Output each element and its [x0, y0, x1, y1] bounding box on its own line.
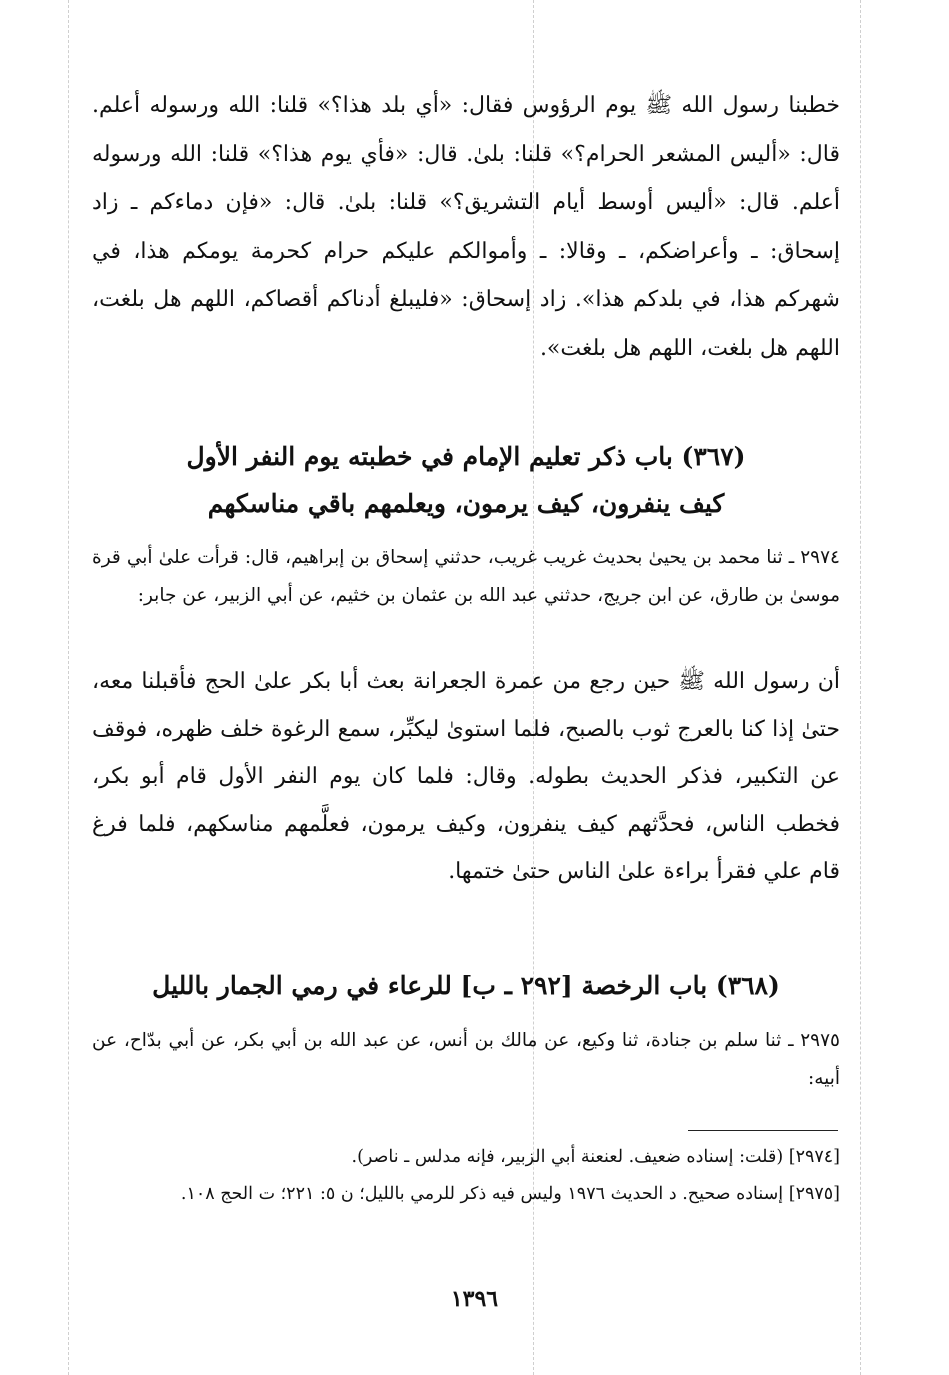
footnote-2974: [٢٩٧٤] (قلت: إسناده ضعيف. لعنعنة أبي الزبير، فإنه مدلس ـ ناصر).	[351, 1147, 840, 1167]
hadith-isnad-2975: ٢٩٧٥ ـ ثنا سلم بن جنادة، ثنا وكيع، عن مالك بن أنس، عن عبد الله بن أبي بكر، عن أبي بدّاح، عن أبيه:	[92, 1030, 840, 1089]
main-paragraph: خطبنا رسول الله ﷺ يوم الرؤوس فقال: «أي بلد هذا؟» قلنا: الله ورسوله أعلم. قال: «أليس المشعر الحرام؟» قلنا: بلىٰ. قال: «فأي يوم هذا؟» قلنا: الله ورسوله أعلم. قال: «أليس أوسط أيام التشريق؟» قلنا: بلىٰ. قال: «فإن دماءكم ـ زاد إسحاق: ـ وأعراضكم، ـ وقالا: ـ وأموالكم عليكم حرام كحرمة يومكم هذا، في شهركم هذا، في بلدكم هذا». زاد إسحاق: «فليبلغ أدناكم أقصاكم، اللهم هل بلغت، اللهم هل بلغت، اللهم هل بلغت».	[92, 93, 840, 361]
hadith-isnad-2974: ٢٩٧٤ ـ ثنا محمد بن يحيىٰ بحديث غريب غريب، حدثني إسحاق بن إبراهيم، قال: قرأت علىٰ أبي قرة موسىٰ بن طارق، عن ابن جريج، حدثني عبد الله بن عثمان بن خثيم، عن أبي الزبير، عن جابر:	[92, 547, 840, 606]
scan-guide-line	[860, 0, 861, 1375]
page-number: ١٣٩٦	[450, 1286, 499, 1312]
chapter-heading-368	[92, 962, 840, 1009]
footnote-divider	[688, 1130, 838, 1131]
chapter-heading-line: كيف ينفرون، كيف يرمون، ويعلمهم باقي مناسكهم	[207, 489, 725, 518]
footnotes	[92, 1139, 840, 1213]
scan-guide-line	[68, 0, 69, 1375]
chapter-heading-367	[92, 433, 840, 527]
chapter-heading-line: (٣٦٧) باب ذكر تعليم الإمام في خطبته يوم النفر الأول	[186, 442, 746, 471]
footnote-2975: [٢٩٧٥] إسناده صحيح. د الحديث ١٩٧٦ وليس فيه ذكر للرمي بالليل؛ ن ٥: ٢٢١؛ ت الحج ١٠٨.	[180, 1184, 840, 1204]
chapter-heading-line: (٣٦٨) باب الرخصة [٢٩٢ ـ ب] للرعاء في رمي الجمار بالليل	[152, 971, 780, 1000]
hadith-matn-2974: أن رسول الله ﷺ حين رجع من عمرة الجعرانة بعث أبا بكر علىٰ الحج فأقبلنا معه، حتىٰ إذا كنا بالعرج ثوب بالصبح، فلما استوىٰ ليكبِّر، سمع الرغوة خلف ظهره، فوقف عن التكبير، فذكر الحديث بطوله. وقال: فلما كان يوم النفر الأول قام أبو بكر، فخطب الناس، فحدَّثهم كيف ينفرون، وكيف يرمون، فعلَّمهم مناسكهم، فلما فرغ قام علي فقرأ براءة علىٰ الناس حتىٰ ختمها.	[92, 669, 840, 884]
